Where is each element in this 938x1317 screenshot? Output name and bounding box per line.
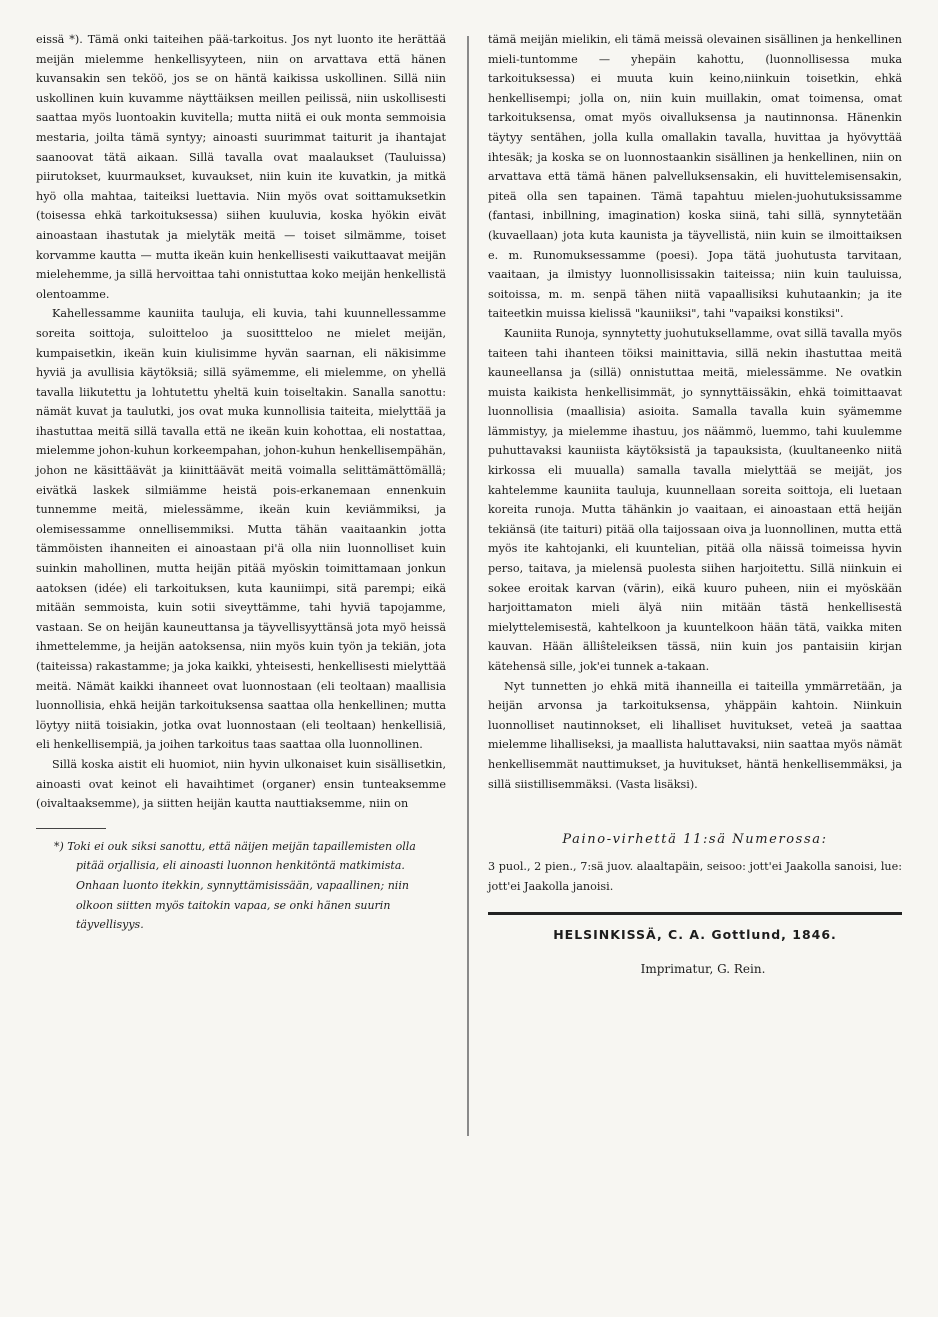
- left-column: [36, 30, 446, 935]
- right-column: [488, 30, 902, 980]
- footnote-divider: [36, 828, 106, 829]
- left-paragraph-1: eissä *). Tämä onki taiteihen pää-tarkoitus. Jos nyt luonto ite herättää meijän mielemme henkellisyyteen, niin on arvattava että hänen kuvansakin sen teköö, jos se on häntä kaikissa uskollinen. Sillä niin uskollinen kuin kuvamme näyttäiksen meillen peilissä, niin uskollisesti saattaa myös luontoakin kuvitella; mutta niitä ei ouk monta semmoisia mestaria, joilta tämä syntyy; ainoasti suurimmat taiturit ja ihantajat saanoovat tätä aikaan. Sillä tavalla ovat maalaukset (Tauluissa) piirutokset, kuurmaukset, kuvaukset, niin kuin ite kuvatkin, ja mitkä hyö olla mahtaa, taiteiksi luettavia. Niin myös ovat soittamuksetkin (toisessa ehkä tarkoituksessa) siihen kuuluvia, koska hyökin eivät ainoastaan ihastutak ja mielytäk meitä — toiset silmämme, toiset korvamme kautta — mutta ikeän kuin henkellisesti vaikuttaavat meijän mielehemme, ja sillä hervoittaa tahi onnistuttaa koko meijän henkellistä olentoamme.: [36, 33, 446, 301]
- imprimatur: Imprimatur, G. Rein.: [640, 962, 766, 977]
- errata-heading: Paino-virhettä 11:sä Numerossa:: [562, 832, 828, 848]
- imprint-divider: [488, 912, 902, 915]
- right-paragraph-2: Kauniita Runoja, synnytetty juohutuksellamme, ovat sillä tavalla myös taiteen tahi ihanteen töiksi mainittavia, sillä nekin ihastuttaa meitä kauneellansa ja (sillä) onnistuttaa meitä, mielessämme. Ne ovatkin muista kaikista henkellisimmät, jo synnyttäissäkin, ehkä toimittaavat luonnollisia (maallisia) asioita. Samalla tavalla kuin syämemme lämmistyy, ja mielemme ihastuu, jos näämmö, luemmo, tahi kuulemme puhuttavaksi kauniista käytöksistä ja tapauksista, (kuultaneenko niitä kirkossa eli muualla) samalla tavalla mielyttää se meijät, jos kahtelemme kauniita tauluja, kuunnellaan soreita soittoja, eli luetaan koreita runoja. Mutta tähänkin jo vaaitaan, ei ainoastaan että heijän tekiänsä (ite taituri) pitää olla taijossaan oiva ja luonnollinen, mutta että myös ite kahtojanki, eli kuuntelian, pitää olla näissä toimeissa hyvin perso, taitava, ja mielensä puolesta siihen harjoitettu. Sillä niinkuin ei sokee eroitak karvan (värin), eikä kuuro puheen, niin ei myöskään harjoittamaton mieli älyä niin mitään tästä henkellisestä mielyttelemisestä, kahtelkoon ja kuuntelkoon hään tätä, vaikka miten kauvan. Hään älliŝteleiksen tässä, niin kuin jos pantaisiin kirjan kätehensä sille, jok'ei tunnek a-takaan.: [488, 326, 902, 673]
- left-paragraph-3: Sillä koska aistit eli huomiot, niin hyvin ulkonaiset kuin sisällisetkin, ainoasti ovat keinot eli havaihtimet (organer) ensin tunteaksemme (oivaltaaksemme), ja siitten heijän kautta nauttiaksemme, niin on: [36, 757, 446, 811]
- imprint-line: HELSINKISSÄ, C. A. Gottlund, 1846.: [553, 927, 837, 943]
- right-paragraph-3: Nyt tunnetten jo ehkä mitä ihanneilla ei taiteilla ymmärretään, ja heijän arvonsa ja tarkoituksensa, yhäppäin kahtoin. Niinkuin luonnolliset nautinnokset, eli lihalliset huvitukset, veteä ja saattaa mielemme lihalliseksi, ja maallista haluttavaksi, niin saattaa myös nämät henkellisemmät nauttimukset, ja huvitukset, häntä henkellisemmäksi, ja sillä siistillisemmäksi. (Vasta lisäksi).: [488, 679, 902, 791]
- left-paragraph-2: Kahellessamme kauniita tauluja, eli kuvia, tahi kuunnellessamme soreita soittoja, suloitteloo ja suosittteloo ne mielet meijän, kumpaisetkin, ikeän kuin kiulisimme hyvän saarnan, eli näkisimme hyviä ja avullisia käytöksiä; sillä syämemme, eli mielemme, on yhellä tavalla liikutettu ja lohtutettu yheltä kuin toiseltakin. Sanalla sanottu: nämät kuvat ja taulutki, jos ovat muka kunnollisia taiteita, mielyttää ja ihastuttaa meitä sillä tavalla että ne ikeän kuin kohottaa, eli nostattaa, mielemme johon-kuhun korkeempahan, johon-kuhun henkellisempähän, johon ne käsittäävät ja kiinittäävät meitä voimalla selittämättömällä; eivätkä laskek silmiämme heistä pois-erkanemaan ennenkuin tunnemme meitä, mielessämme, ikeän kuin keviämmiksi, ja olemisessamme onnellisemmiksi. Mutta tähän vaaitaankin jotta tämmöisten ihanneiten ei ainoastaan pi'ä olla niin luonnolliset kuin suinkin mahollinen, mutta heijän pitää myöskin toimittamaan jonkun aatoksen (idée) eli tarkoituksen, kuta kauniimpi, sitä parempi; eikä mitään semmoista, kuin sotii siveyttämme, tahi hyviä tapojamme, vastaan. Se on heijän kauneuttansa ja täyvellisyyttänsä jota myö heissä ihmettelemme, ja heijän aatoksensa, niin myös kuin työn ja tekiän, jota (taiteissa) rakastamme; ja joka kaikki, yhteisesti, henkellisesti mielyttää meitä. Nämät kaikki ihanneet ovat luonnostaan (eli teoltaan) maallisia luonnollisia, ehkä heijän tarkoituksensa saattaa olla henkellinen; mutta löytyy niitä toisiakin, jotka ovat luonnostaan (eli teoltaan) henkellisiä, eli henkellisempiä, ja joihen tarkoitus taas saattaa olla luonnollinen.: [36, 307, 446, 752]
- errata-text: 3 puol., 2 pien., 7:sä juov. alaaltapäin, seisoo: jott'ei Jaakolla sanoisi, lue: jott'ei Jaakolla janoisi.: [488, 860, 902, 893]
- footnote: *) Toki ei ouk siksi sanottu, että näijen meijän tapaillemisten olla pitää orjallisia, eli ainoasti luonnon henkitöntä matkimista. Onhaan luonto itekkin, synnyttämisissään, vapaallinen; niin olkoon siitten myös taitokin vapaa, se onki hänen suurin täyvellisyys.: [54, 839, 416, 932]
- right-paragraph-1: tämä meijän mielikin, eli tämä meissä olevainen sisällinen ja henkellinen mieli-tuntomme — yhepäin kahottu, (luonnollisessa muka tarkoituksessa) ei muuta kuin keino,niinkuin toisetkin, ehkä henkellisempi; jolla on, niin kuin muillakin, omat toimensa, omat tarkoituksensa, omat myös oivalluksensa ja nautinnonsa. Hänenkin täytyy sentähen, jolla kulla omallakin tavalla, huvittaa ja hyövyttää ihtesäk; ja koska se on luonnostaankin sisällinen ja henkellinen, niin on arvattava että tämä hänen palvelluksensakin, eli huvittelemisensakin, piteä olla sen tapainen. Tämä tapahtuu mielen-juohutuksissamme (fantasi, inbillning, imagination) koska siinä, tahi sillä, synnytetään (kuvaellaan) jota kuta kaunista ja täyvellistä, niin kuin se ilmoittaiksen e. m. Runomuksessamme (poesi). Jopa tätä juohutusta tarvitaan, vaaitaan, ja ilmistyy luonnollisissakin taiteissa; niin kuin tauluissa, soitoissa, m. m. senpä tähen niitä vapaallisiksi kuhutaankin; ja ite taiteetkin muissa kielissä "kauniiksi", tahi "vapaiksi konstiksi".: [488, 33, 902, 321]
- column-divider: [467, 36, 469, 1136]
